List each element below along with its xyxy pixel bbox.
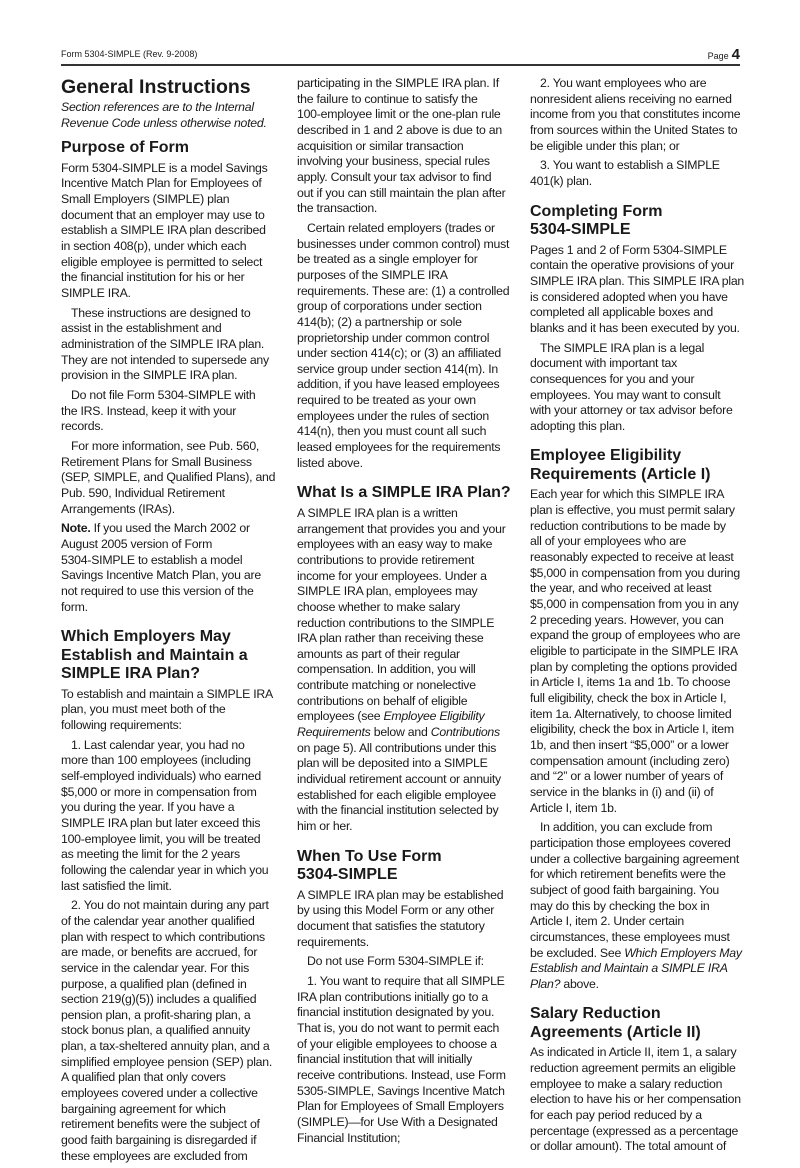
column-left xyxy=(61,76,293,1168)
column-right xyxy=(530,76,762,1159)
form-identifier: Form 5304-SIMPLE (Rev. 9-2008) xyxy=(61,49,198,59)
paragraph xyxy=(61,521,293,615)
section-heading xyxy=(61,139,293,158)
text-run: Do not use Form 5304-SIMPLE if: xyxy=(307,954,484,969)
paragraph xyxy=(297,76,529,217)
text-run: The SIMPLE IRA plan is a legal document with important tax consequences for you and your employees. You may want to consult with your attorney or tax advisor before adopting this plan. xyxy=(530,340,733,433)
paragraph xyxy=(297,221,529,472)
text-run: Pages 1 and 2 of Form 5304-SIMPLE contain the operative provisions of your SIMPLE IRA plan. This SIMPLE IRA plan is considered adopted when you have completed all applicable boxes and blanks and it has been executed by you. xyxy=(530,242,745,335)
paragraph xyxy=(61,439,293,517)
paragraph xyxy=(530,820,762,992)
text-run: Certain related employers (trades or businesses under common control) must be treated as a single employer for purposes of the SIMPLE IRA requirements. These are: (1) a controlled group of corporations under section 414(b); (2) a partnership or sole proprietorship under common control under section 414(c); or (3) an affiliated service group under section 414(m). In addition, if you have leased employees required to be treated as your own employees under the rules of section 414(n), then you must count all such leased employees for the requirements listed above. xyxy=(297,220,510,470)
text-run: Each year for which this SIMPLE IRA plan is effective, you must permit salary reduction contributions to be made by all of your employees who are reasonably expected to receive at least $5,000 in compensation from you during the year, and who received at least $5,000 in compensation from you in any 2 preceding years. However, you can expand the group of employees who are eligible to participate in the SIMPLE IRA plan by completing the options provided in Article I, items 1a and 1b. To choose full eligibility, check the box in Article I, item 1a. Alternatively, to choose limited eligibility, check the box in Article I, item 1b, and then insert “$5,000” or a lower compensation amount (including zero) and “2” or a lower number of years of service in the blanks in (i) and (ii) of Article I, item 1b. xyxy=(530,487,741,815)
section-heading xyxy=(530,447,762,484)
text-run: Section references are to the Internal Revenue Code unless otherwise noted. xyxy=(61,100,267,130)
page-header xyxy=(61,46,740,66)
text-run: When To Use Form 5304-SIMPLE xyxy=(297,847,442,884)
text-run: above. xyxy=(560,976,599,991)
paragraph xyxy=(530,487,762,816)
paragraph xyxy=(297,974,529,1146)
text-run: A SIMPLE IRA plan is a written arrangement that provides you and your employees with an easy way to make contributions to provide retirement income for your employees. Under a SIMPLE IRA plan, employees may choose whether to make salary reduction contributions to the SIMPLE IRA plan rather than receiving these amounts as part of their regular compensation. In addition, you will contribute matching or nonelective contributions on behalf of eligible employees (see xyxy=(297,505,506,724)
paragraph xyxy=(530,158,762,189)
paragraph xyxy=(61,738,293,895)
paragraph xyxy=(61,161,293,302)
paragraph xyxy=(530,243,762,337)
text-run: 1. You want to require that all SIMPLE IRA plan contributions initially go to a financial institution designated by you. That is, you do not want to permit each of your eligible employees to choose a financial institution that will initially receive contributions. Instead, use Form 5305-SIMPLE, Savings Incentive Match Plan for Employees of Small Employers (SIMPLE)—for Use With a Designated Financial Institution; xyxy=(297,973,506,1145)
section-note xyxy=(61,100,293,131)
paragraph xyxy=(297,888,529,951)
bold-text: Note. xyxy=(61,521,91,536)
text-run: Employee Eligibility Requirements (Article I) xyxy=(530,447,711,483)
text-run: General Instructions xyxy=(61,76,251,98)
paragraph xyxy=(530,341,762,435)
text-run: Salary Reduction Agreements (Article II) xyxy=(530,1005,701,1041)
text-run: For more information, see Pub. 560, Retirement Plans for Small Business (SEP, SIMPLE, and Qualified Plans), and Pub. 590, Individual Retirement Arrangements (IRAs). xyxy=(61,438,276,516)
text-run: Purpose of Form xyxy=(61,139,190,157)
text-run: Which Employers May Establish and Maintain a SIMPLE IRA Plan? xyxy=(61,628,248,683)
paragraph xyxy=(530,76,762,154)
paragraph xyxy=(530,1045,762,1155)
text-run: 2. You do not maintain during any part of the calendar year another qualified plan with respect to which contributions are made, or benefits are accrued, for service in the calendar year. For this purpose, a qualified plan (defined in section 219(g)(5)) includes a qualified pension plan, a profit-sharing plan, a stock bonus plan, a qualified annuity plan, a tax-sheltered annuity plan, and a simplified employee pension (SEP) plan. A qualified plan that only covers employees covered under a collective bargaining agreement for which retirement benefits were the subject of good faith bargaining is disregarded if these employees are excluded from xyxy=(61,898,273,1163)
text-run: These instructions are designed to assist in the establishment and administration of the SIMPLE IRA plan. They are not intended to supersede any provision in the SIMPLE IRA plan. xyxy=(61,305,269,383)
text-run: below and xyxy=(370,725,431,740)
italic-text: Contributions xyxy=(430,725,500,740)
text-run: What Is a SIMPLE IRA Plan? xyxy=(297,484,511,502)
text-run: As indicated in Article II, item 1, a salary reduction agreement permits an eligible employee to make a salary reduction election to have his or her compensation for each pay period reduced by a percentage (expressed as a percentage or dollar amount). The total amount of xyxy=(530,1045,741,1154)
italic-text: Which Employers May Establish and Maintain a SIMPLE IRA Plan? xyxy=(530,945,742,991)
italic-text: Employee Eligibility Requirements xyxy=(297,709,485,740)
text-run: Completing Form 5304-SIMPLE xyxy=(530,202,663,239)
paragraph xyxy=(61,306,293,384)
text-run: participating in the SIMPLE IRA plan. If the failure to continue to satisfy the 100-employee limit or the one-plan rule described in 1 and 2 above is due to an acquisition or similar transaction involving your business, special rules apply. Consult your tax advisor to find out if you can still maintain the plan after the transaction. xyxy=(297,76,506,216)
text-run: on page 5). All contributions under this plan will be deposited into a SIMPLE individual retirement account or annuity established for each eligible employee with the financial institution selected by him or her. xyxy=(297,740,501,834)
paragraph xyxy=(297,954,529,970)
paragraph xyxy=(61,388,293,435)
page-label: Page xyxy=(707,51,729,61)
text-run: 1. Last calendar year, you had no more than 100 employees (including self-employed individuals) who earned $5,000 or more in compensation from you during the year. If you have a SIMPLE IRA plan but later exceed this 100-employee limit, you will be treated as meeting the limit for the 2 years following the calendar year in which you last satisfied the limit. xyxy=(61,737,269,893)
page-number xyxy=(708,46,740,63)
page-title xyxy=(61,76,293,98)
text-run: In addition, you can exclude from participation those employees covered under a collective bargaining agreement for which retirement benefits were the subject of good faith bargaining. You may do this by checking the box in Article I, item 2. Under certain circumstances, these employees must be excluded. See xyxy=(530,820,740,960)
paragraph xyxy=(61,687,293,734)
text-run: To establish and maintain a SIMPLE IRA plan, you must meet both of the following requirements: xyxy=(61,686,273,732)
section-heading xyxy=(297,848,529,885)
section-heading xyxy=(530,203,762,240)
text-run: A SIMPLE IRA plan may be established by using this Model Form or any other document that satisfies the statutory requirements. xyxy=(297,887,504,949)
section-heading xyxy=(297,484,529,503)
page-number-value: 4 xyxy=(731,46,740,63)
section-heading xyxy=(61,628,293,684)
column-middle xyxy=(297,76,529,1150)
paragraph xyxy=(61,898,293,1164)
text-run: Form 5304-SIMPLE is a model Savings Incentive Match Plan for Employees of Small Employers (SIMPLE) plan document that an employer may use to establish a SIMPLE IRA plan described in section 408(p), under which each eligible employee is permitted to select the financial institution for his or her SIMPLE IRA. xyxy=(61,160,268,301)
text-run: 2. You want employees who are nonresident aliens receiving no earned income from you that constitutes income from sources within the United States to be eligible under this plan; or xyxy=(530,76,741,153)
paragraph xyxy=(297,506,529,835)
text-run: Do not file Form 5304-SIMPLE with the IRS. Instead, keep it with your records. xyxy=(61,388,256,434)
text-run: 3. You want to establish a SIMPLE 401(k) plan. xyxy=(530,158,720,188)
section-heading xyxy=(530,1005,762,1042)
text-run: If you used the March 2002 or August 2005 version of Form 5304-SIMPLE to establish a model Savings Incentive Match Plan, you are not required to use this version of the form. xyxy=(61,521,261,614)
